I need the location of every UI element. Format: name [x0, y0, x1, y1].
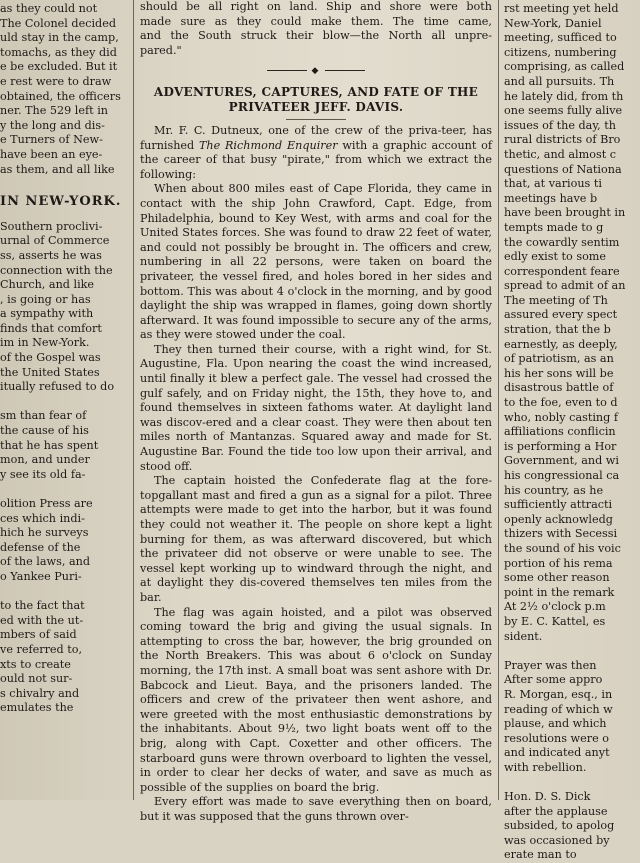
text-line: as them, and all like [0, 162, 115, 176]
text-line: Hon. D. S. Dick [504, 790, 591, 804]
text-line: ve referred to, [0, 642, 83, 656]
text-line: o Yankee Puri- [0, 569, 82, 583]
text-line: he lately did, from th [504, 89, 624, 103]
text-line: connection with the [0, 263, 113, 277]
text-line: the cowardly sentim [504, 235, 620, 249]
text-line: sm than fear of [0, 409, 87, 423]
text-line: of patriotism, as an [504, 352, 614, 366]
text-line: plause, and which [504, 717, 607, 731]
text-line: obtained, the officers [0, 89, 121, 103]
text-line: im in New-York. [0, 336, 90, 350]
text-line: the sound of his voic [504, 541, 621, 555]
text-line: rst meeting yet held [504, 2, 619, 15]
text-line: finds that comfort [0, 321, 102, 335]
text-line: rural districts of Bro [504, 133, 621, 147]
text-line: disastrous battle of [504, 381, 614, 395]
middle-column-top-text [140, 0, 492, 58]
text-line: At 2½ o'clock p.m [504, 600, 606, 614]
text-line: the United States [0, 365, 100, 379]
text-line: ces which indi- [0, 511, 85, 525]
text-line: who, nobly casting f [504, 410, 618, 424]
text-line: assured every spect [504, 308, 618, 322]
text-line: his her sons will be [504, 366, 614, 380]
text-line: of the laws, and [0, 555, 91, 569]
text-line: tomachs, as they did [0, 45, 117, 59]
text-line: urnal of Commerce [0, 234, 110, 248]
text-line: is performing a Hor [504, 439, 617, 453]
text-line: some other reason [504, 571, 610, 585]
article-title: ADVENTURES, CAPTURES, AND FATE OF THE PRIVATEER JEFF. DAVIS. [153, 84, 479, 114]
text-line: uld stay in the camp, [0, 31, 119, 45]
text-line: e rest were to draw [0, 74, 112, 88]
text-line: olition Press are [0, 497, 93, 510]
text-line: After some appro [504, 673, 603, 687]
text-line [504, 644, 640, 659]
text-line: Southern proclivi- [0, 219, 103, 233]
text-line: Government, and wi [504, 454, 619, 468]
text-line: ould not sur- [0, 672, 73, 686]
text-line: resolutions were o [504, 731, 609, 745]
text-line: affiliations conflicin [504, 425, 616, 439]
text-line: of the Gospel was [0, 351, 101, 365]
text-line: have been brought in [504, 206, 626, 220]
text-line: openly acknowledg [504, 512, 613, 526]
article-paragraph: When about 800 miles east of Cape Florida, they came in contact with the ship John Crawford, Capt. Edge, from Philadelphia, bound to Key West, with arms and coal for the United States forces. She was found to draw 22 feet of water, and could not possibly be brought in. The officers and crew, numbering in all 22 persons, were taken on board the privateer, the vessel fired, and holes bored in her sides and bottom. This was about 4 o'clock in the morning, and by good daylight the ship was wrapped in flames, going down shortly afterward. It was found impossible to secure any of the arms, as they were stowed under the coal. [140, 182, 492, 342]
text-line: ner. The 529 left in [0, 104, 108, 118]
text-line: questions of Nationa [504, 162, 622, 176]
text-line: sufficiently attracti [504, 498, 613, 512]
text-line: earnestly, as deeply, [504, 337, 618, 351]
text-line: sident. [504, 629, 543, 643]
text-line: mon, and under [0, 453, 90, 467]
text-line: subsided, to apolog [504, 819, 615, 833]
text-line: to the fact that [0, 599, 85, 613]
text-line: meeting, sufficed to [504, 31, 617, 45]
article-body [140, 182, 492, 824]
text-line: citizens, numbering [504, 45, 617, 59]
text-line [0, 482, 126, 497]
text-line: thizers with Secessi [504, 527, 618, 541]
text-line: one seems fully alive [504, 104, 623, 118]
text-line: stration, that the b [504, 323, 611, 337]
text-line: s chivalry and [0, 686, 80, 700]
article-paragraph: The captain hoisted the Confederate flag at the fore-topgallant mast and fired a gun as a signal for a pilot. Three attempts were made to get into the harbor, but it was found they could not weather it. The people on shore kept a light burning for them, as was afterward discovered, but which the privateer did not observe or were unable to see. The vessel kept working up to windward through the night, and at daylight they dis-covered themselves ten miles from the bar. [140, 474, 492, 604]
left-column [0, 0, 126, 800]
section-ornament: ◆ [140, 64, 492, 79]
text-line: have been an eye- [0, 147, 103, 161]
text-line: ss, asserts he was [0, 248, 102, 262]
text-line: after the applause [504, 804, 608, 818]
text-line: thetic, and almost c [504, 147, 617, 161]
text-line: , is going or has [0, 292, 91, 306]
text-line: defense of the [0, 540, 81, 554]
text-line: pared." [140, 43, 182, 57]
text-line: R. Morgan, esq., in [504, 687, 613, 701]
text-line: to the foe, even to d [504, 396, 618, 410]
text-line: with rebellion. [504, 760, 587, 774]
text-line: by E. C. Kattel, es [504, 614, 606, 628]
text-line [0, 395, 126, 410]
text-line: portion of his rema [504, 556, 613, 570]
article-paragraph: They then turned their course, with a right wind, for St. Augustine, Fla. Upon nearing the coast the wind increased, until finally it blew a perfect gale. The vessel had crossed the gulf safely, and on Friday night, the 15th, they hove to, and found themselves in sixteen fathoms water. At daylight land was discov-ered and a clear coast. They were then about ten miles north of Mantanzas. Squared away and made for St. Augustine Bar. Found the tide too low upon their arrival, and stood off. [140, 342, 492, 473]
text-line: as they could not [0, 2, 98, 15]
text-line: emulates the [0, 701, 74, 715]
text-line: The Colonel decided [0, 16, 116, 30]
text-line: hich he surveys [0, 526, 89, 540]
text-line: made sure as they could make them. The time came, [140, 14, 492, 28]
text-line: should be all right on land. Ship and shore were both [140, 0, 492, 13]
text-line: comprising, as called [504, 60, 625, 74]
text-line: Church, and like [0, 278, 95, 292]
text-line: and the South struck their blow—the North all unpre- [140, 29, 492, 43]
middle-column [140, 0, 493, 823]
text-line: e be excluded. But it [0, 60, 118, 74]
text-line: reading of which w [504, 702, 613, 716]
right-column-text [504, 2, 640, 863]
text-line: mbers of said [0, 628, 77, 642]
text-line: erate man to [504, 848, 577, 862]
text-line: e Turners of New- [0, 133, 103, 147]
text-line: his congressional ca [504, 469, 620, 482]
title-rule [286, 119, 346, 120]
left-column-heading: IN NEW-YORK. [0, 194, 122, 210]
text-line: spread to admit of an [504, 279, 626, 293]
text-line: the cause of his [0, 424, 89, 438]
column-rule-right [498, 0, 499, 800]
text-line: that, at various ti [504, 177, 602, 191]
text-line: his country, as he [504, 483, 604, 497]
text-line: New-York, Daniel [504, 16, 602, 30]
text-line: a sympathy with [0, 307, 94, 321]
text-line: meetings have b [504, 191, 598, 205]
text-line: that he has spent [0, 438, 99, 452]
text-line [504, 775, 640, 790]
left-column-top-text [0, 2, 126, 177]
text-line: The meeting of Th [504, 293, 608, 307]
text-line: y see its old fa- [0, 467, 86, 481]
article-intro: Mr. F. C. Dutneux, one of the crew of the priva-teer, has furnished The Richmond Enquirer with a graphic account of the career of that busy "pirate," from which we extract the following: [140, 123, 493, 181]
newspaper-name: The Richmond Enquirer [198, 138, 338, 152]
text-line: and all pursuits. Th [504, 74, 615, 88]
text-line: and indicated anyt [504, 746, 610, 760]
text-line: edly exist to some [504, 250, 607, 264]
text-line: itually refused to do [0, 380, 115, 394]
text-line: ed with the ut- [0, 613, 84, 627]
text-line [0, 585, 126, 600]
right-column [504, 0, 640, 862]
article-paragraph: Every effort was made to save everything then on board, but it was supposed that the guns thrown over- [140, 795, 492, 823]
text-line: xts to create [0, 657, 71, 671]
text-line: y the long and dis- [0, 118, 105, 132]
text-line: tempts made to g [504, 220, 604, 234]
article-paragraph: The flag was again hoisted, and a pilot was observed coming toward the brig and giving the usual signals. In attempting to cross the bar, however, the brig grounded on the North Breakers. This was about 6 o'clock on Sunday morning, the 17th inst. A small boat was sent ashore with Dr. Babcock and Lieut. Baya, and the prisoners landed. The officers and crew of the privateer then went ashore, and were greeted with the most enthusiastic demonstrations by the inhabitants. About 9½, two light boats went off to the brig, along with Capt. Coxetter and other officers. The starboard guns were thrown overboard to lighten the vessel, in order to clear her decks of water, and save as much as possible of the supplies on board the brig. [140, 605, 492, 794]
column-rule-left [133, 0, 134, 800]
text-line: was occasioned by [504, 833, 610, 847]
text-line: Prayer was then [504, 658, 597, 672]
left-column-body-text [0, 220, 126, 716]
text-line: point in the remark [504, 585, 615, 599]
text-line: issues of the day, th [504, 118, 616, 132]
text-line: correspondent feare [504, 264, 620, 278]
